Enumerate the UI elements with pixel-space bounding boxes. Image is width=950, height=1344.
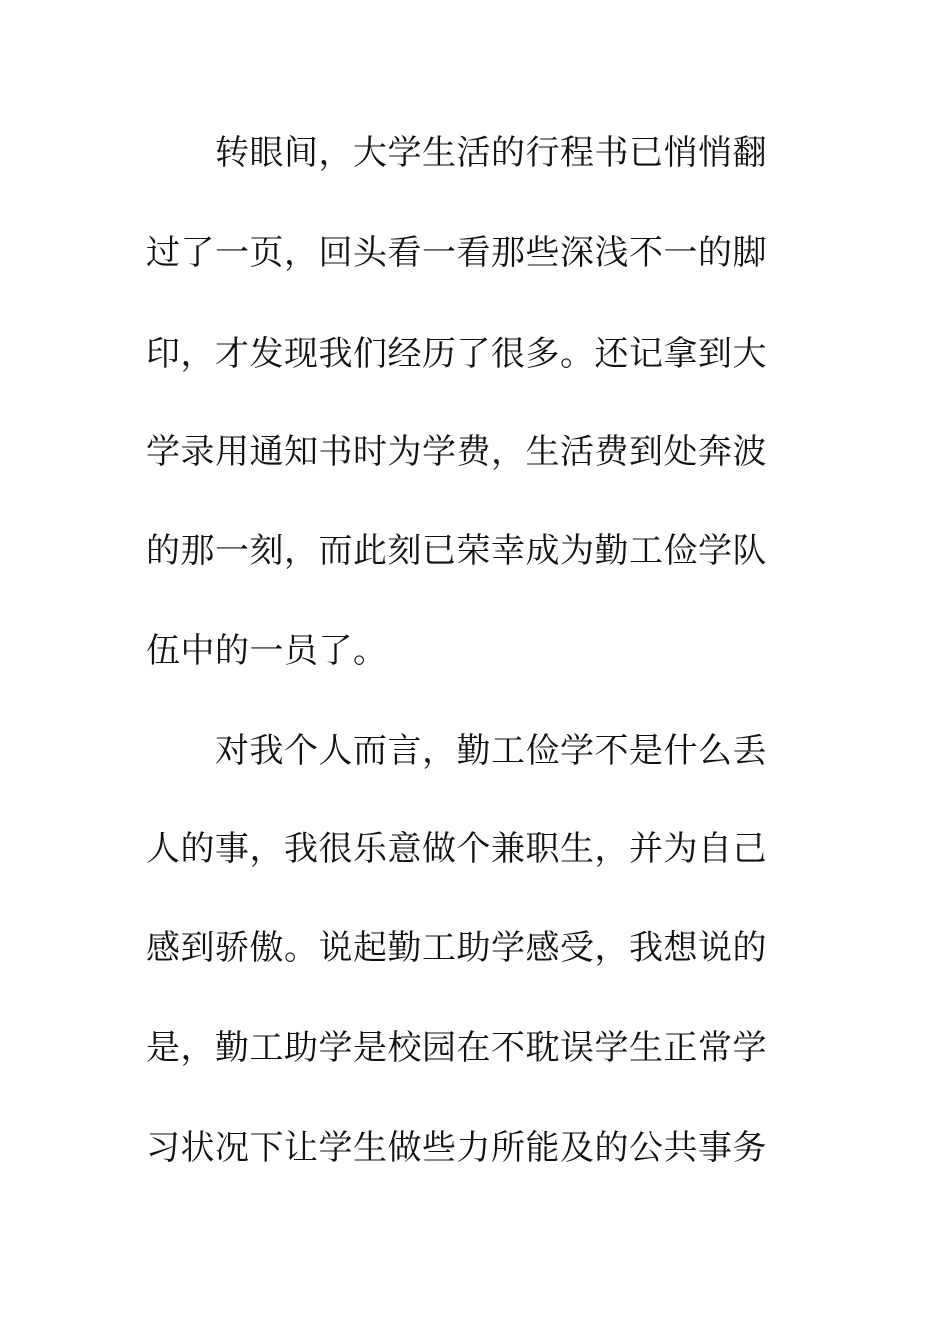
paragraph-1-line-2: 过了一页，回头看一看那些深浅不一的脚: [146, 233, 767, 273]
paragraph-1-line-1: 转眼间，大学生活的行程书已悄悄翻: [215, 133, 767, 173]
paragraph-2-line-5: 习状况下让学生做些力所能及的公共事务: [146, 1128, 767, 1168]
paragraph-2-line-3: 感到骄傲。说起勤工助学感受，我想说的: [146, 928, 767, 968]
paragraph-1-line-3: 印，才发现我们经历了很多。还记拿到大: [146, 334, 767, 374]
paragraph-2-line-2: 人的事，我很乐意做个兼职生，并为自己: [146, 829, 767, 869]
paragraph-1-line-5: 的那一刻，而此刻已荣幸成为勤工俭学队: [146, 531, 767, 571]
paragraph-2-line-1: 对我个人而言，勤工俭学不是什么丢: [215, 731, 767, 771]
paragraph-1-line-4: 学录用通知书时为学费，生活费到处奔波: [146, 432, 767, 472]
paragraph-2-line-4: 是，勤工助学是校园在不耽误学生正常学: [146, 1028, 767, 1068]
paragraph-1-line-6: 伍中的一员了。: [146, 631, 388, 671]
